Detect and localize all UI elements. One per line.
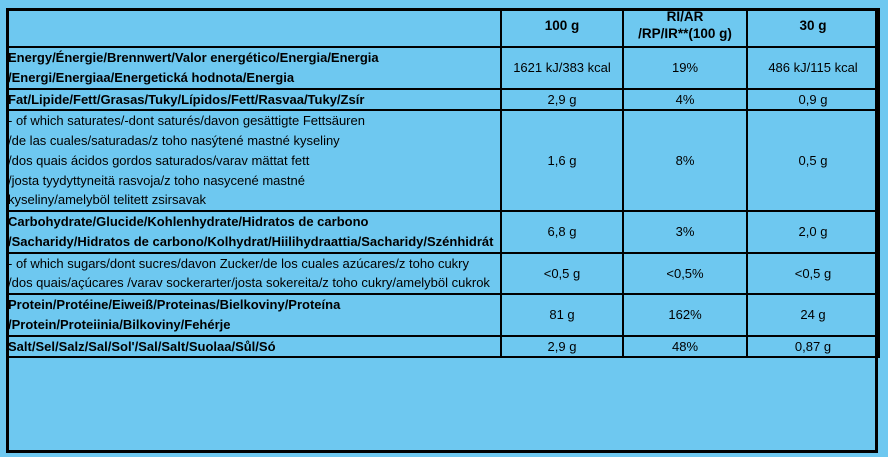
nutrient-label-line: /dos quais ácidos gordos saturados/varav mättat fett [8,152,310,168]
value-30g: 2,0 g [747,211,879,253]
nutrient-label-line: /josta tyydyttyneitä rasvoja/z toho nasycené mastné [8,172,305,188]
column-header-ri [623,5,747,47]
value-ri: 19% [623,47,747,89]
nutrient-label [7,253,501,295]
value-100g: 6,8 g [501,211,623,253]
column-header-ri-line1: RI/AR [666,9,704,25]
value-30g: <0,5 g [747,253,879,295]
value-ri: 162% [623,294,747,336]
nutrition-table [6,4,880,358]
nutrient-label-line: Carbohydrate/Glucide/Kohlenhydrate/Hidratos de carbono [8,214,369,229]
nutrient-label [7,110,501,211]
value-ri: <0,5% [623,253,747,295]
value-30g: 24 g [747,294,879,336]
nutrient-label [7,294,501,336]
table-row [7,294,879,336]
nutrient-label-line: - of which sugars/dont sucres/davon Zucker/de los cuales azúcares/z toho cukry [8,255,469,271]
value-100g: <0,5 g [501,253,623,295]
value-30g: 486 kJ/115 kcal [747,47,879,89]
nutrient-label [7,211,501,253]
nutrient-label-line: /Sacharidy/Hidratos de carbono/Kolhydrat/Hiilihydraattia/Sacharidy/Szénhidrát [8,233,494,249]
nutrient-label-line: Fat/Lipide/Fett/Grasas/Tuky/Lípidos/Fett/Rasvaa/Tuky/Zsír [8,91,365,107]
column-header-ri-line2: /RP/IR**(100 g) [638,26,732,41]
value-100g: 2,9 g [501,336,623,358]
value-100g: 1,6 g [501,110,623,211]
nutrient-label [7,336,501,358]
nutrient-label-line: kyseliny/amelyböl telitett zsirsavak [8,192,206,208]
nutrient-label-line: Energy/Énergie/Brennwert/Valor energético/Energia/Energia [8,50,379,65]
column-header-30g: 30 g [747,5,879,47]
nutrient-label-line: Protein/Protéine/Eiweiß/Proteinas/Bielkoviny/Proteína [8,297,341,312]
value-ri: 8% [623,110,747,211]
value-100g: 1621 kJ/383 kcal [501,47,623,89]
table-header-row [7,5,879,47]
nutrient-label [7,47,501,89]
nutrient-label-line: /de las cuales/saturadas/z toho nasýtené mastné kyseliny [8,133,340,148]
panel-top-edge [0,4,888,8]
table-row [7,336,879,358]
value-30g: 0,9 g [747,89,879,111]
nutrition-panel [0,4,888,457]
value-100g: 2,9 g [501,89,623,111]
value-30g: 0,5 g [747,110,879,211]
table-row [7,211,879,253]
table-row [7,110,879,211]
value-30g: 0,87 g [747,336,879,358]
value-100g: 81 g [501,294,623,336]
nutrient-label-line: /Energi/Energiaa/Energetická hodnota/Energia [8,69,295,85]
value-ri: 3% [623,211,747,253]
value-ri: 48% [623,336,747,358]
column-header-100g: 100 g [501,5,623,47]
nutrient-label-line: /Protein/Proteiinia/Bilkoviny/Fehérje [8,316,231,332]
nutrient-label-line: - of which saturates/-dont saturés/davon gesättigte Fettsäuren [8,113,365,129]
table-row [7,89,879,111]
value-ri: 4% [623,89,747,111]
nutrient-label-line: /dos quais/açúcares /varav sockerarter/josta sokereita/z toho cukry/amelyböl cukrok [8,275,490,291]
column-header-label [7,5,501,47]
table-row [7,47,879,89]
table-row [7,253,879,295]
nutrient-label [7,89,501,111]
nutrient-label-line: Salt/Sel/Salz/Sal/Sol'/Sal/Salt/Suolaa/Sůl/Só [8,338,276,354]
